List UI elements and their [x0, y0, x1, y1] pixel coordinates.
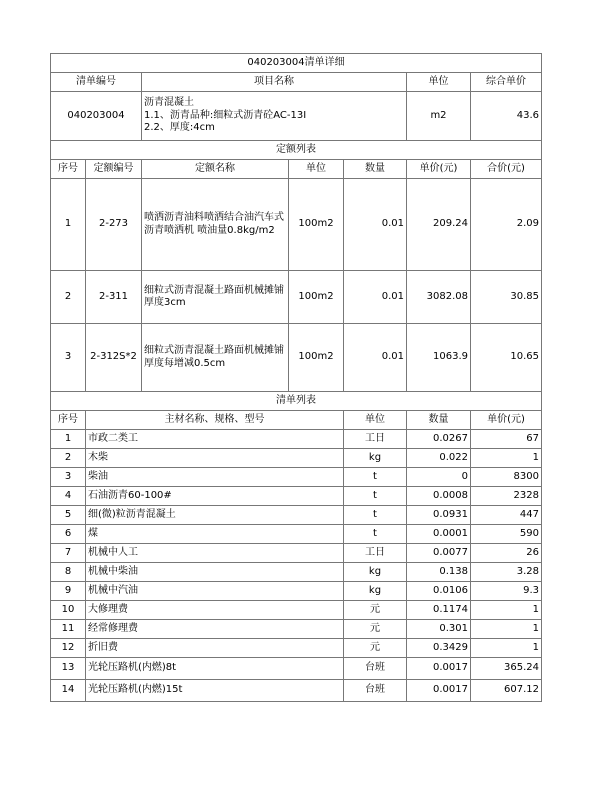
material-qty: 0.0001 [407, 525, 471, 544]
material-header-unit: 单位 [344, 411, 407, 430]
page-title: 040203004清单详细 [51, 54, 542, 73]
material-qty: 0.0008 [407, 487, 471, 506]
quota-code: 2-311 [86, 271, 142, 324]
material-price: 3.28 [471, 563, 542, 582]
bill-detail-table [50, 53, 542, 702]
item-unit: m2 [407, 92, 471, 141]
quota-row [51, 179, 542, 271]
item-spec-2: 2.2、厚度:4cm [144, 122, 215, 134]
title-row [51, 54, 542, 73]
material-row [51, 601, 542, 620]
material-qty: 0.3429 [407, 639, 471, 658]
material-name: 经常修理费 [86, 620, 344, 639]
material-unit: 工日 [344, 430, 407, 449]
quota-code: 2-312S*2 [86, 324, 142, 392]
material-header-qty: 数量 [407, 411, 471, 430]
material-qty: 0.0077 [407, 544, 471, 563]
material-unit: 台班 [344, 680, 407, 702]
material-no: 14 [51, 680, 86, 702]
material-unit: 元 [344, 639, 407, 658]
material-unit: t [344, 468, 407, 487]
price-header: 综合单价 [471, 73, 542, 92]
material-unit: kg [344, 449, 407, 468]
quota-no: 3 [51, 324, 86, 392]
material-header-no: 序号 [51, 411, 86, 430]
material-row [51, 487, 542, 506]
quota-name: 细粒式沥青混凝土路面机械摊铺厚度每增减0.5cm [142, 324, 289, 392]
material-row [51, 449, 542, 468]
material-no: 12 [51, 639, 86, 658]
material-qty: 0.0267 [407, 430, 471, 449]
material-row [51, 620, 542, 639]
material-no: 6 [51, 525, 86, 544]
material-section-title: 清单列表 [51, 392, 542, 411]
quota-no: 1 [51, 179, 86, 271]
material-row [51, 582, 542, 601]
material-name: 折旧费 [86, 639, 344, 658]
material-header-price: 单价(元) [471, 411, 542, 430]
quota-qty: 0.01 [344, 271, 407, 324]
material-row [51, 658, 542, 680]
material-row [51, 468, 542, 487]
item-description [142, 92, 407, 141]
quota-header-row [51, 160, 542, 179]
material-name: 光轮压路机(内燃)15t [86, 680, 344, 702]
quota-unit: 100m2 [289, 179, 344, 271]
material-row [51, 563, 542, 582]
material-no: 1 [51, 430, 86, 449]
item-name: 沥青混凝土 [144, 97, 194, 109]
material-no: 10 [51, 601, 86, 620]
material-header-name: 主材名称、规格、型号 [86, 411, 344, 430]
material-row [51, 544, 542, 563]
material-qty: 0.1174 [407, 601, 471, 620]
quota-header-code: 定额编号 [86, 160, 142, 179]
quota-unit: 100m2 [289, 324, 344, 392]
quota-qty: 0.01 [344, 179, 407, 271]
material-name: 大修理费 [86, 601, 344, 620]
material-no: 13 [51, 658, 86, 680]
material-price: 365.24 [471, 658, 542, 680]
material-unit: 工日 [344, 544, 407, 563]
material-unit: 元 [344, 620, 407, 639]
material-name: 机械中人工 [86, 544, 344, 563]
material-row [51, 525, 542, 544]
material-price: 26 [471, 544, 542, 563]
material-price: 9.3 [471, 582, 542, 601]
material-qty: 0.138 [407, 563, 471, 582]
material-unit: t [344, 506, 407, 525]
material-price: 8300 [471, 468, 542, 487]
item-code: 040203004 [51, 92, 142, 141]
material-name: 柴油 [86, 468, 344, 487]
quota-header-no: 序号 [51, 160, 86, 179]
material-qty: 0.0017 [407, 680, 471, 702]
material-row [51, 680, 542, 702]
material-header-row [51, 411, 542, 430]
material-qty: 0.0931 [407, 506, 471, 525]
material-unit: t [344, 487, 407, 506]
material-no: 5 [51, 506, 86, 525]
header-row [51, 73, 542, 92]
material-unit: kg [344, 563, 407, 582]
unit-header: 单位 [407, 73, 471, 92]
code-header: 清单编号 [51, 73, 142, 92]
quota-price: 1063.9 [407, 324, 471, 392]
material-name: 石油沥青60-100# [86, 487, 344, 506]
quota-name: 细粒式沥青混凝土路面机械摊铺厚度3cm [142, 271, 289, 324]
material-name: 细(微)粒沥青混凝土 [86, 506, 344, 525]
material-qty: 0 [407, 468, 471, 487]
quota-total: 30.85 [471, 271, 542, 324]
quota-no: 2 [51, 271, 86, 324]
material-price: 2328 [471, 487, 542, 506]
material-price: 447 [471, 506, 542, 525]
material-unit: kg [344, 582, 407, 601]
quota-section-title: 定额列表 [51, 141, 542, 160]
material-name: 光轮压路机(内燃)8t [86, 658, 344, 680]
quota-price: 209.24 [407, 179, 471, 271]
material-no: 7 [51, 544, 86, 563]
material-name: 机械中柴油 [86, 563, 344, 582]
material-qty: 0.022 [407, 449, 471, 468]
material-no: 4 [51, 487, 86, 506]
quota-row [51, 324, 542, 392]
quota-name: 喷洒沥青油料喷洒结合油汽车式沥青喷洒机 喷油量0.8kg/m2 [142, 179, 289, 271]
material-price: 1 [471, 639, 542, 658]
material-qty: 0.301 [407, 620, 471, 639]
material-unit: t [344, 525, 407, 544]
material-price: 607.12 [471, 680, 542, 702]
quota-total: 10.65 [471, 324, 542, 392]
material-no: 9 [51, 582, 86, 601]
quota-header-total: 合价(元) [471, 160, 542, 179]
quota-unit: 100m2 [289, 271, 344, 324]
quota-section-title-row [51, 141, 542, 160]
material-row [51, 430, 542, 449]
material-section-title-row [51, 392, 542, 411]
material-unit: 台班 [344, 658, 407, 680]
item-spec-1: 1.1、沥青品种:细粒式沥青砼AC-13I [144, 109, 307, 121]
quota-row [51, 271, 542, 324]
material-qty: 0.0017 [407, 658, 471, 680]
material-name: 煤 [86, 525, 344, 544]
material-name: 机械中汽油 [86, 582, 344, 601]
material-no: 11 [51, 620, 86, 639]
quota-price: 3082.08 [407, 271, 471, 324]
material-unit: 元 [344, 601, 407, 620]
material-no: 3 [51, 468, 86, 487]
material-row [51, 639, 542, 658]
material-price: 67 [471, 430, 542, 449]
material-no: 2 [51, 449, 86, 468]
quota-header-unit: 单位 [289, 160, 344, 179]
quota-qty: 0.01 [344, 324, 407, 392]
material-name: 木柴 [86, 449, 344, 468]
quota-code: 2-273 [86, 179, 142, 271]
item-price: 43.6 [471, 92, 542, 141]
material-price: 590 [471, 525, 542, 544]
material-price: 1 [471, 449, 542, 468]
quota-total: 2.09 [471, 179, 542, 271]
material-no: 8 [51, 563, 86, 582]
item-row [51, 92, 542, 141]
material-price: 1 [471, 601, 542, 620]
material-price: 1 [471, 620, 542, 639]
material-row [51, 506, 542, 525]
quota-header-name: 定额名称 [142, 160, 289, 179]
quota-header-price: 单价(元) [407, 160, 471, 179]
quota-header-qty: 数量 [344, 160, 407, 179]
name-header: 项目名称 [142, 73, 407, 92]
material-name: 市政二类工 [86, 430, 344, 449]
material-qty: 0.0106 [407, 582, 471, 601]
